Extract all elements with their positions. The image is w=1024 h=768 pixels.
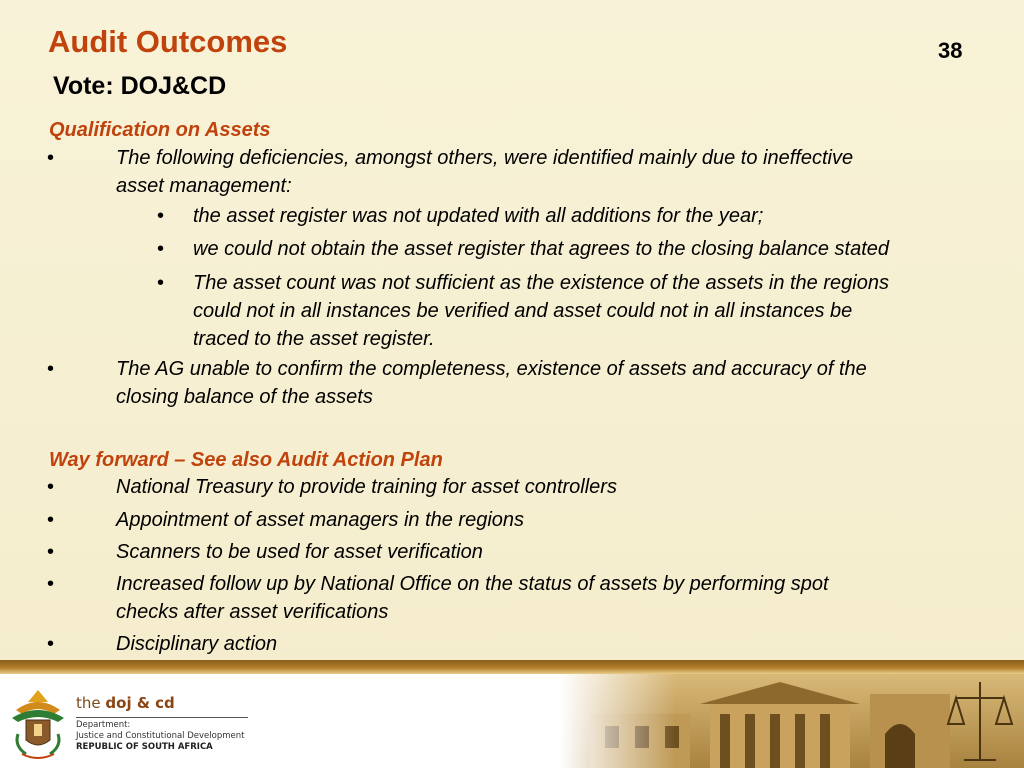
court-building-image: [560, 674, 1024, 768]
coat-of-arms-icon: [8, 684, 68, 764]
brand-the: the: [76, 694, 101, 712]
sub-list-item-text: [193, 235, 993, 263]
text-line: could not in all instances be verified and asset could not in all instances be: [193, 300, 853, 322]
footer-band: [0, 660, 1024, 674]
brand-name: doj & cd: [105, 694, 175, 712]
list-item-text: [116, 473, 986, 501]
sub-bullet: •: [157, 238, 165, 260]
sub-bullet: •: [157, 272, 165, 294]
bullet: •: [47, 147, 55, 169]
sub-list-item-text: [193, 202, 993, 230]
list-item-text: [116, 144, 986, 200]
text-line: Disciplinary action: [116, 633, 278, 655]
sub-bullet: •: [157, 205, 165, 227]
list-item-text: [116, 570, 986, 626]
text-line: Scanners to be used for asset verification: [116, 541, 483, 563]
page-title: Audit Outcomes: [48, 24, 288, 59]
page-subtitle: Vote: DOJ&CD: [53, 72, 227, 100]
text-line: The AG unable to confirm the completeness, existence of assets and accuracy of the: [116, 358, 867, 380]
bullet: •: [47, 476, 55, 498]
divider: [76, 717, 248, 718]
text-line: traced to the asset register.: [193, 328, 435, 350]
text-line: we could not obtain the asset register that agrees to the closing balance stated: [193, 238, 889, 260]
text-line: closing balance of the assets: [116, 386, 373, 408]
list-item-text: [116, 506, 986, 534]
text-line: The asset count was not sufficient as the existence of the assets in the regions: [193, 272, 889, 294]
bullet: •: [47, 509, 55, 531]
text-line: the asset register was not updated with all additions for the year;: [193, 205, 764, 227]
text-line: Increased follow up by National Office on the status of assets by performing spot: [116, 573, 829, 595]
list-item-text: [116, 630, 986, 658]
bullet: •: [47, 541, 55, 563]
sub-list-item-text: [193, 269, 993, 353]
list-item-text: [116, 355, 986, 411]
text-line: Appointment of asset managers in the regions: [116, 509, 525, 531]
slide-number: 38: [938, 38, 963, 63]
dept-line-1: Department:: [76, 720, 131, 730]
bullet: •: [47, 573, 55, 595]
section-heading-way-forward: Way forward – See also Audit Action Plan: [49, 449, 443, 471]
section-heading-qualification: Qualification on Assets: [49, 119, 271, 141]
bullet: •: [47, 633, 55, 655]
footer: [0, 660, 1024, 768]
text-line: asset management:: [116, 175, 292, 197]
dept-line-3: REPUBLIC OF SOUTH AFRICA: [76, 742, 213, 752]
text-line: National Treasury to provide training for asset controllers: [116, 476, 617, 498]
brand-wordmark: [76, 694, 175, 712]
text-line: The following deficiencies, amongst others, were identified mainly due to ineffective: [116, 147, 854, 169]
text-line: checks after asset verifications: [116, 601, 389, 623]
bullet: •: [47, 358, 55, 380]
dept-line-2: Justice and Constitutional Development: [76, 731, 245, 741]
list-item-text: [116, 538, 986, 566]
